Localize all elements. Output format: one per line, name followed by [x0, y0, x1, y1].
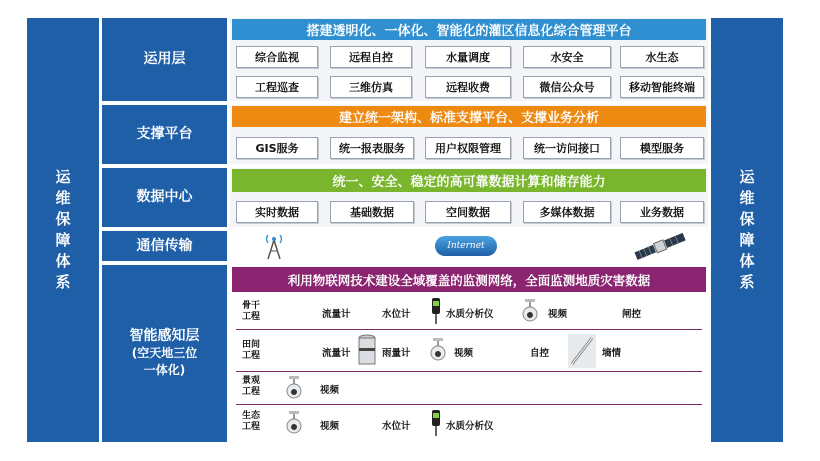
left-ops-char: 体	[55, 252, 71, 270]
left-ops-char: 系	[55, 273, 71, 291]
support-item: 统一访问接口	[523, 137, 611, 159]
right-ops-char: 运	[739, 168, 755, 186]
right-ops-char: 维	[739, 189, 755, 207]
sense-row	[232, 296, 706, 328]
antenna-icon	[262, 232, 286, 260]
sense-item: 流量计	[322, 348, 351, 359]
left-ops-char: 障	[55, 231, 71, 249]
sense-item: 视频	[454, 348, 474, 359]
sense-row	[232, 373, 706, 403]
soil-moisture-sensor-icon	[568, 334, 596, 368]
app-item: 三维仿真	[330, 76, 412, 98]
left-ops-char: 维	[55, 189, 71, 207]
app-layer-title: 搭建透明化、一体化、智能化的灌区信息化综合管理平台	[232, 19, 706, 40]
layer-comm-label: 通信传输	[102, 231, 227, 261]
sense-item: 视频	[320, 385, 340, 396]
data-item: 空间数据	[425, 201, 511, 223]
support-item: GIS服务	[236, 137, 318, 159]
support-layer-title: 建立统一架构、标准支撑平台、支撑业务分析	[232, 106, 706, 127]
app-item: 工程巡查	[236, 76, 318, 98]
rain-gauge-icon	[358, 334, 376, 368]
left-ops-char: 运	[55, 168, 71, 186]
row-separator	[236, 371, 702, 372]
support-item: 统一报表服务	[330, 137, 414, 159]
camera-icon	[286, 410, 302, 436]
sense-label-line: 智能感知层	[129, 328, 200, 344]
sense-label-line: 一体化)	[143, 363, 186, 377]
satellite-icon	[632, 232, 690, 260]
app-item: 水生态	[620, 46, 704, 68]
sense-item: 闸控	[622, 309, 642, 320]
app-item: 水量调度	[425, 46, 511, 68]
water-quality-probe-icon	[430, 297, 442, 325]
sense-item: 雨量计	[382, 348, 411, 359]
data-item: 多媒体数据	[523, 201, 611, 223]
sense-row-label: 生态 工程	[242, 411, 261, 432]
sense-row	[232, 332, 706, 370]
left-ops-char: 保	[55, 210, 71, 228]
layer-data-label: 数据中心	[102, 168, 227, 227]
sense-row-label: 田间 工程	[242, 340, 261, 361]
sense-layer-title: 利用物联网技术建设全域覆盖的监测网络，全面监测地质灾害数据	[232, 267, 706, 292]
camera-icon	[522, 298, 538, 324]
sense-item: 视频	[320, 421, 340, 432]
sense-item: 水质分析仪	[446, 309, 494, 320]
sense-item: 水位计	[382, 421, 411, 432]
right-ops-char: 体	[739, 252, 755, 270]
internet-cloud-icon	[435, 236, 497, 256]
sense-row-label: 景观 工程	[242, 376, 261, 397]
app-item: 远程收费	[425, 76, 511, 98]
sense-item: 墒情	[602, 348, 622, 359]
sense-label-line: (空天地三位	[131, 346, 198, 360]
layer-app-label: 运用层	[102, 18, 227, 101]
layer-support-label: 支撑平台	[102, 105, 227, 164]
row-separator	[236, 404, 702, 405]
right-ops-char: 保	[739, 210, 755, 228]
camera-icon	[286, 375, 302, 401]
internet-label: Internet	[447, 241, 485, 251]
right-ops-char: 障	[739, 231, 755, 249]
sense-row	[232, 406, 706, 440]
data-item: 实时数据	[236, 201, 318, 223]
data-item: 基础数据	[330, 201, 414, 223]
left-ops-bar	[27, 18, 99, 442]
app-item: 移动智能终端	[620, 76, 704, 98]
sense-item: 自控	[530, 348, 550, 359]
data-layer-title: 统一、安全、稳定的高可靠数据计算和储存能力	[232, 169, 706, 192]
right-ops-bar	[711, 18, 783, 442]
row-separator	[236, 329, 702, 330]
right-ops-char: 系	[739, 273, 755, 291]
sense-row-label: 骨干 工程	[242, 301, 261, 322]
sense-item: 水质分析仪	[446, 421, 494, 432]
sense-item: 流量计	[322, 309, 351, 320]
sense-item: 视频	[548, 309, 568, 320]
camera-icon	[430, 337, 446, 363]
layer-sense-label	[102, 265, 227, 442]
support-item: 用户权限管理	[425, 137, 511, 159]
app-item: 水安全	[523, 46, 611, 68]
support-item: 模型服务	[620, 137, 704, 159]
water-quality-probe-icon	[430, 409, 442, 437]
app-item: 远程自控	[330, 46, 412, 68]
app-item: 综合监视	[236, 46, 318, 68]
data-item: 业务数据	[620, 201, 704, 223]
app-item: 微信公众号	[523, 76, 611, 98]
sense-item: 水位计	[382, 309, 411, 320]
